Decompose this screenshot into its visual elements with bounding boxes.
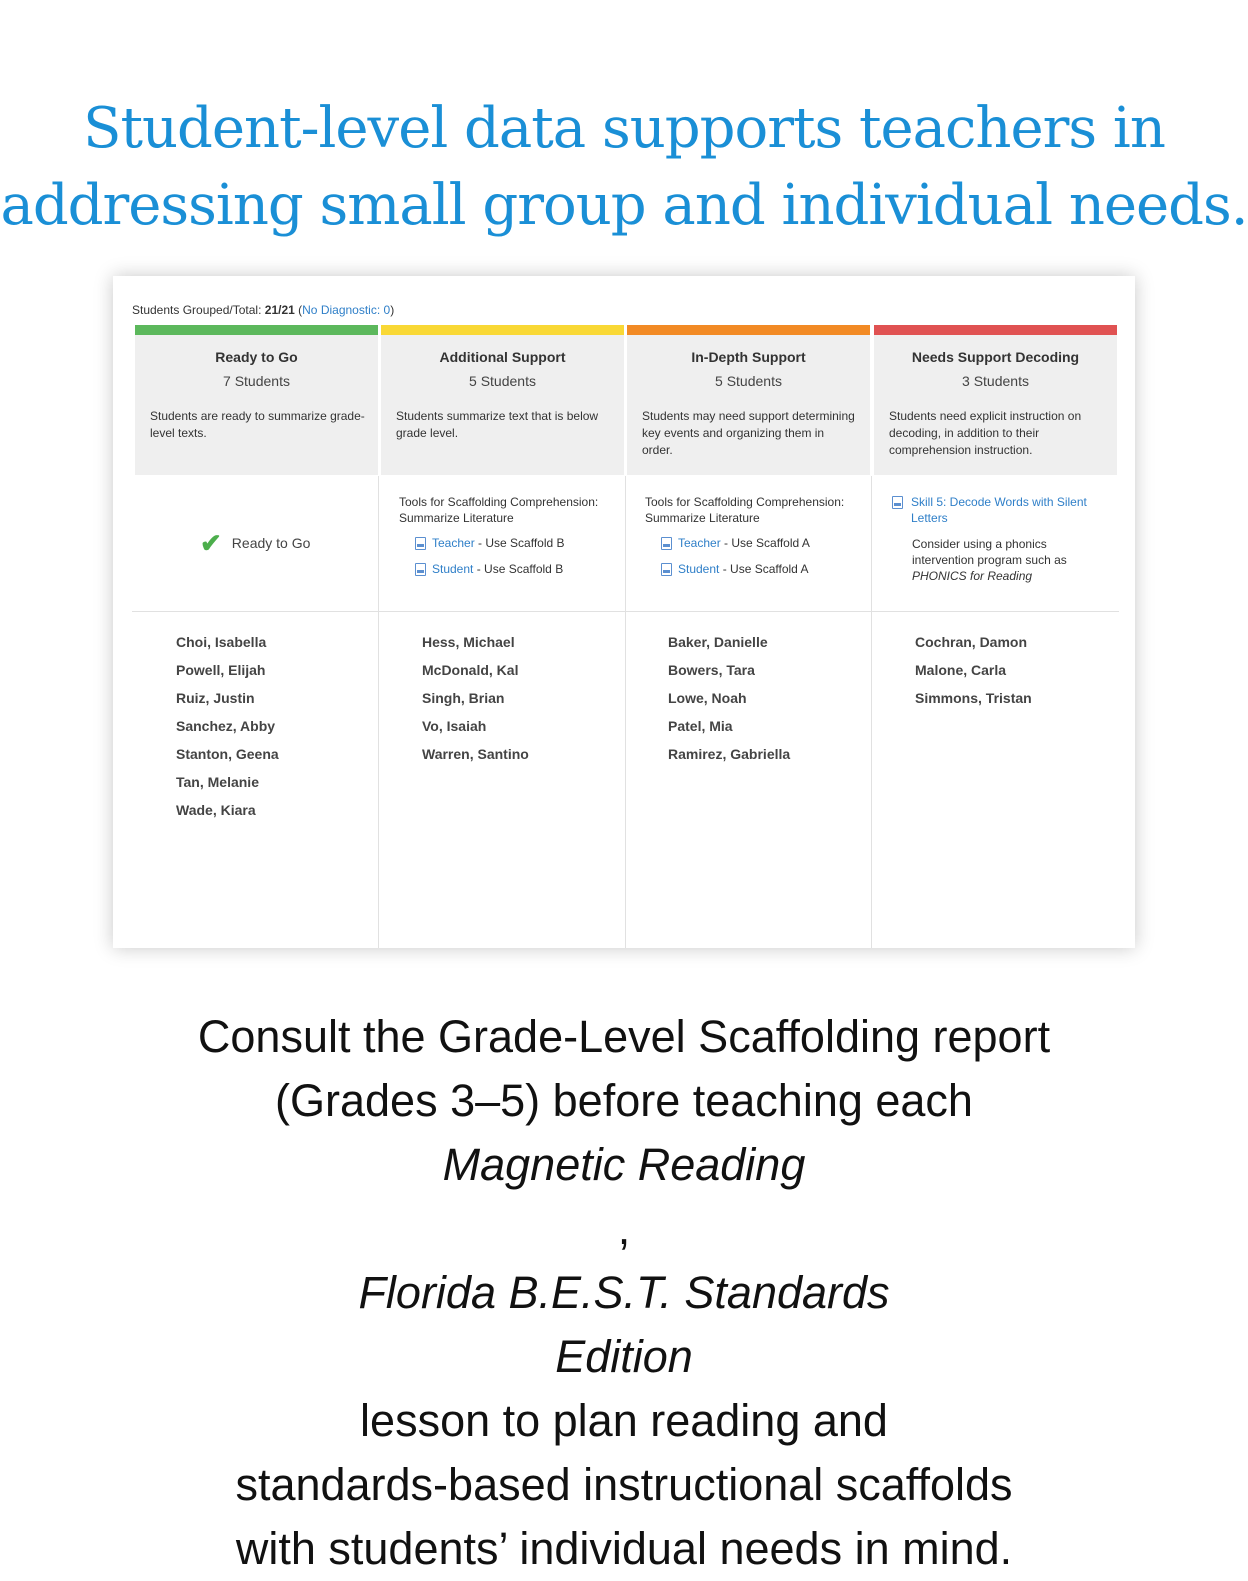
student-list — [381, 612, 624, 768]
headline-line-2: addressing small group and individual needs. — [0, 173, 1248, 238]
group-tools — [627, 475, 870, 612]
group-count: 3 Students — [962, 373, 1029, 389]
group-tools — [381, 475, 624, 612]
student-name: Choi, Isabella — [176, 634, 267, 650]
tools-title: Tools for Scaffolding Comprehension: Summarize Literature — [399, 495, 599, 525]
student-name: Warren, Santino — [422, 746, 529, 762]
pdf-icon — [892, 496, 903, 509]
intervention-note: Consider using a phonics intervention program such as PHONICS for Reading — [912, 537, 1067, 583]
group-header — [874, 335, 1117, 475]
student-name: Ramirez, Gabriella — [668, 746, 791, 762]
pdf-icon — [415, 537, 426, 550]
student-name: McDonald, Kal — [422, 662, 519, 678]
student-name: Hess, Michael — [422, 634, 515, 650]
body-paragraph — [0, 1005, 1248, 1581]
student-resource[interactable]: Student - Use Scaffold A — [661, 562, 809, 576]
scaffolding-report-card — [113, 276, 1135, 948]
skill-resource[interactable] — [892, 494, 1096, 526]
student-link[interactable]: Student — [678, 562, 720, 576]
student-link[interactable]: Student — [432, 562, 474, 576]
summary-label: Students Grouped/Total: — [132, 303, 262, 317]
group-header — [627, 335, 870, 475]
headline-line-1: Student-level data supports teachers in — [83, 96, 1165, 161]
student-name: Baker, Danielle — [668, 634, 768, 650]
student-name: Lowe, Noah — [668, 690, 747, 706]
students-grouped-summary: Students Grouped/Total: 21/21 (No Diagnostic: 0) — [132, 303, 395, 317]
student-name: Stanton, Geena — [176, 746, 279, 762]
group-header — [381, 335, 624, 475]
group-count: 7 Students — [223, 373, 290, 389]
student-list — [874, 612, 1117, 712]
group-tools — [874, 475, 1117, 612]
teacher-link[interactable]: Teacher — [432, 536, 475, 550]
group-color-bar — [381, 325, 624, 335]
body-line-4: Edition lesson to plan reading and — [360, 1331, 888, 1446]
column-divider — [378, 476, 379, 948]
body-line-2: (Grades 3–5) before teaching each — [275, 1075, 973, 1126]
student-name: Tan, Melanie — [176, 774, 259, 790]
group-color-bar — [874, 325, 1117, 335]
group-tools — [135, 475, 378, 612]
group-column-ready-to-go — [135, 325, 378, 948]
group-column-in-depth-support — [627, 325, 870, 948]
group-description: Students may need support determining key events and organizing them in order. — [642, 409, 855, 457]
body-line-3: Magnetic Reading , Florida B.E.S.T. Standards — [358, 1139, 890, 1318]
teacher-resource[interactable]: Teacher - Use Scaffold B — [415, 536, 565, 550]
group-description: Students need explicit instruction on decoding, in addition to their comprehension instruction. — [889, 409, 1082, 457]
student-name: Bowers, Tara — [668, 662, 755, 678]
group-header — [135, 335, 378, 475]
student-name: Vo, Isaiah — [422, 718, 487, 734]
group-title: Ready to Go — [215, 349, 298, 365]
student-name: Patel, Mia — [668, 718, 733, 734]
student-name: Cochran, Damon — [915, 634, 1028, 650]
student-name: Ruiz, Justin — [176, 690, 255, 706]
group-color-bar — [627, 325, 870, 335]
group-title: Additional Support — [439, 349, 566, 365]
group-description: Students summarize text that is below grade level. — [396, 409, 599, 440]
group-title: In-Depth Support — [691, 349, 806, 365]
pdf-icon — [661, 563, 672, 576]
student-name: Sanchez, Abby — [176, 718, 276, 734]
teacher-link[interactable]: Teacher — [678, 536, 721, 550]
skill-link[interactable]: Skill 5: Decode Words with Silent Letters — [911, 495, 1087, 525]
ready-status-label: Ready to Go — [231, 535, 311, 551]
group-title: Needs Support Decoding — [911, 349, 1080, 365]
pdf-icon — [415, 563, 426, 576]
body-line-5: standards-based instructional scaffolds — [235, 1459, 1013, 1510]
student-list — [627, 612, 870, 768]
no-diagnostic-link[interactable]: No Diagnostic: 0 — [302, 303, 391, 317]
pdf-icon — [661, 537, 672, 550]
group-count: 5 Students — [715, 373, 782, 389]
teacher-resource[interactable]: Teacher - Use Scaffold A — [661, 536, 810, 550]
student-name: Powell, Elijah — [176, 662, 266, 678]
student-name: Wade, Kiara — [176, 802, 256, 818]
student-list — [135, 612, 378, 824]
group-count: 5 Students — [469, 373, 536, 389]
program-name: PHONICS for Reading — [912, 569, 1033, 583]
body-line-1: Consult the Grade-Level Scaffolding report — [197, 1011, 1051, 1062]
body-line-6: with students’ individual needs in mind. — [235, 1523, 1013, 1574]
group-column-needs-support-decoding — [874, 325, 1117, 948]
group-color-bar — [135, 325, 378, 335]
tools-title: Tools for Scaffolding Comprehension: Summarize Literature — [645, 495, 845, 525]
checkmark-icon: ✔ — [200, 528, 222, 558]
ready-status — [200, 528, 311, 558]
summary-value: 21/21 — [264, 303, 295, 317]
student-name: Malone, Carla — [915, 662, 1007, 678]
column-divider — [625, 476, 626, 948]
headline — [0, 90, 1248, 244]
student-name: Simmons, Tristan — [915, 690, 1032, 706]
group-column-additional-support — [381, 325, 624, 948]
column-divider — [871, 476, 872, 948]
student-name: Singh, Brian — [422, 690, 505, 706]
student-resource[interactable]: Student - Use Scaffold B — [415, 562, 563, 576]
group-description: Students are ready to summarize grade-level texts. — [150, 409, 365, 440]
